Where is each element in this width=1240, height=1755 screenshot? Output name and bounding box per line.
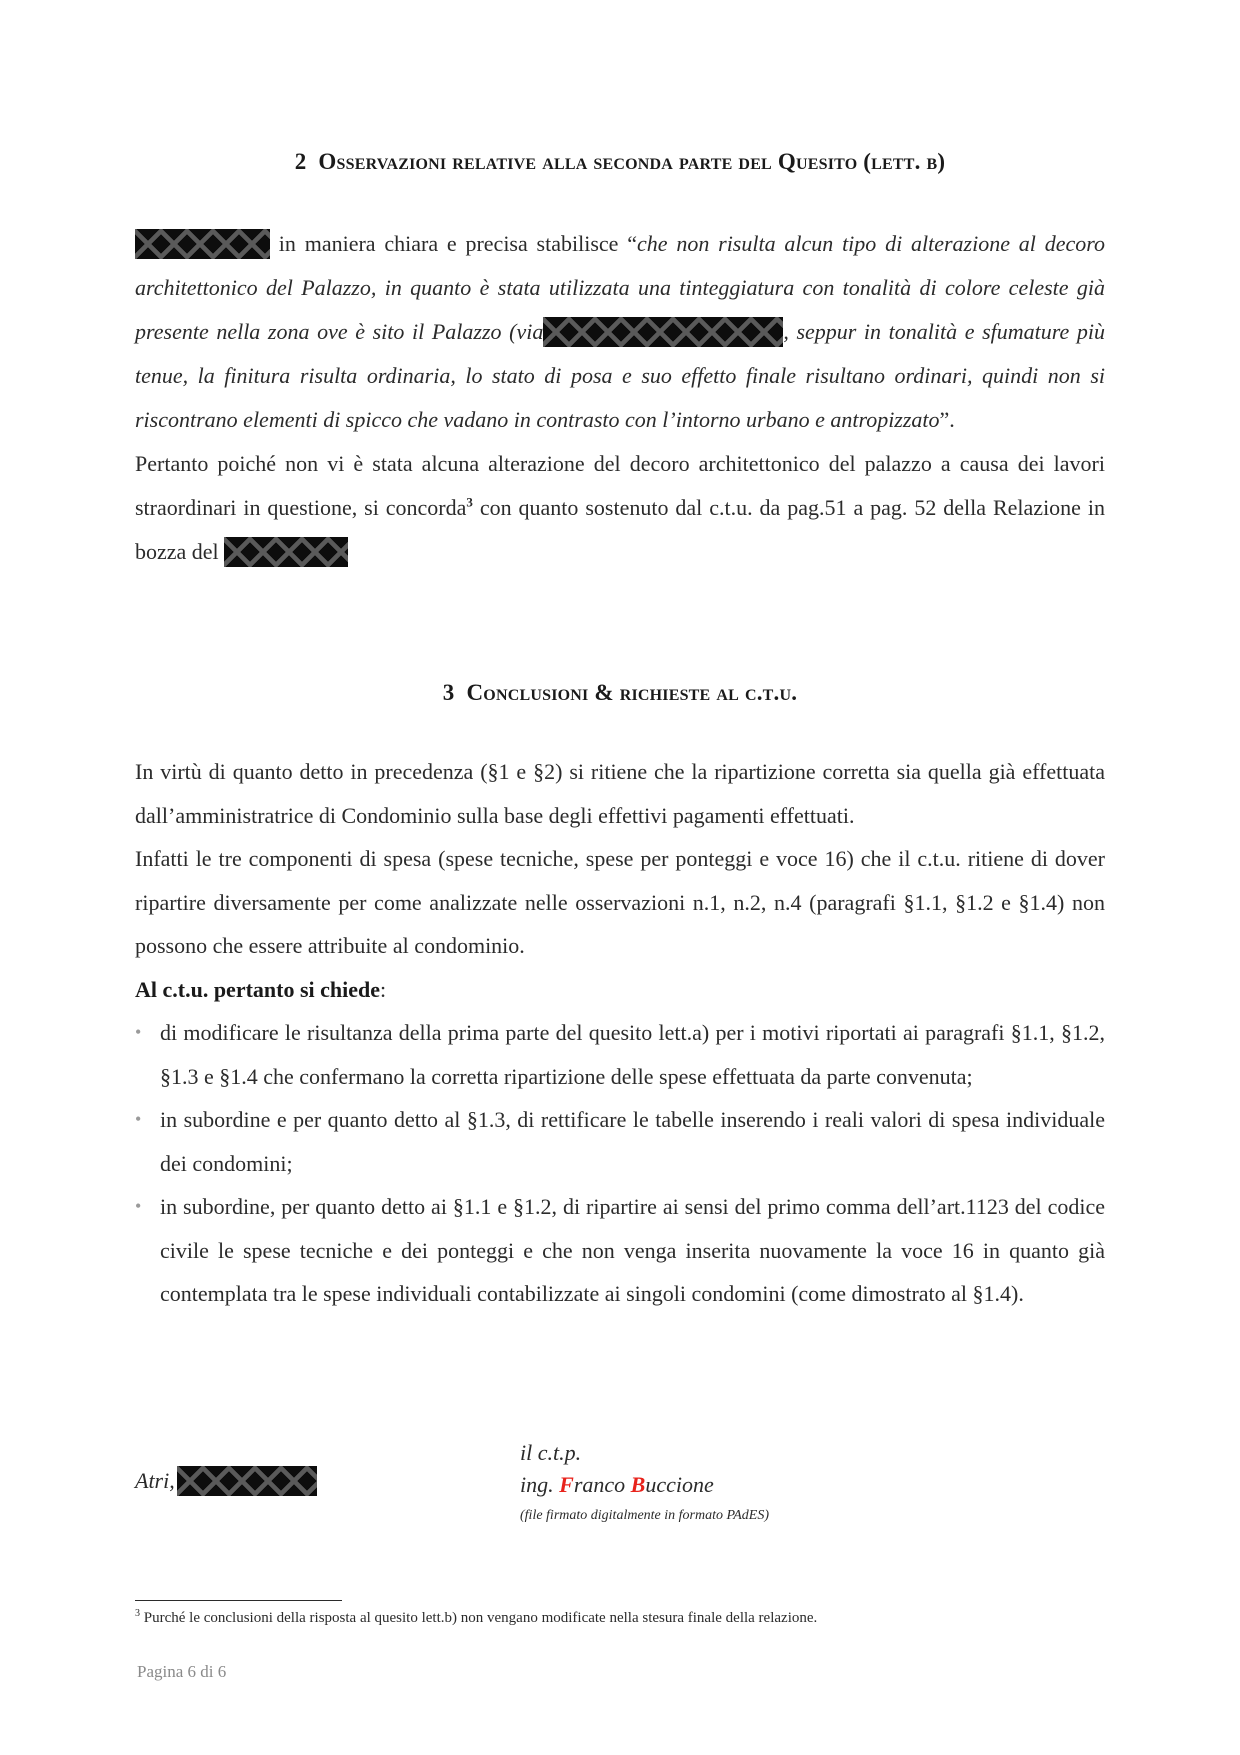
- redaction-box: [177, 1466, 317, 1496]
- list-item: • in subordine e per quanto detto al §1.3, di rettificare le tabelle inserendo i reali valori di spesa individuale dei condomini;: [135, 1098, 1105, 1185]
- section-3-para1: In virtù di quanto detto in precedenza (§1 e §2) si ritiene che la ripartizione corretta sia quella già effettuata dall’amministratrice di Condominio sulla base degli effettivi pagamenti effettuati.: [135, 759, 1105, 828]
- signature-block: [520, 1437, 769, 1531]
- name-prefix: ing.: [520, 1472, 560, 1497]
- redaction-box: [224, 537, 348, 567]
- section-2-para2-cont: con quanto sostenuto dal c.t.u. da pag.51 a pag. 52 della Relazione in bozza del: [135, 495, 1105, 564]
- request-heading: [135, 968, 1105, 1012]
- section-2-quote-close: ”.: [939, 407, 955, 432]
- redaction-box: [543, 317, 783, 347]
- section-3-title: Conclusioni & richieste al c.t.u.: [466, 680, 798, 705]
- first-initial: F: [559, 1472, 574, 1497]
- footnote-reference: 3: [466, 494, 473, 510]
- redaction-box: [135, 229, 270, 259]
- footnote: [135, 1608, 817, 1627]
- signature-role: il c.t.p.: [520, 1440, 582, 1465]
- footnote-text: Purché le conclusioni della risposta al quesito lett.b) non vengano modificate nella stesura finale della relazione.: [140, 1610, 818, 1626]
- section-3-number: 3: [442, 680, 455, 705]
- section-2-intro: in maniera chiara e precisa stabilisce “: [270, 231, 637, 256]
- section-3-para2: Infatti le tre componenti di spesa (spese tecniche, spese per ponteggi e voce 16) che il c.t.u. ritiene di dover ripartire diversamente per come analizzate nelle osservazioni n.1, n.2, n.4 (paragrafi §1.1, §1.2 e §1.4) non possono che essere attribuite al condominio.: [135, 846, 1105, 958]
- section-2-quote-part2: , seppur in tonalità e sfumature più tenue, la finitura risulta ordinaria, lo stato di posa e suo effetto finale risultano ordinari, quindi non si riscontrano elementi di spicco che vadano in contrasto con l’intorno urbano e antropizzato: [135, 319, 1105, 432]
- section-2-para2: Pertanto poiché non vi è stata alcuna alterazione del decoro architettonico del palazzo a causa dei lavori straordinari in questione, si concorda: [135, 451, 1105, 520]
- section-3-heading: [135, 680, 1105, 706]
- first-name-rest: ranco: [573, 1472, 631, 1497]
- section-2-body: [135, 222, 1105, 574]
- section-2-heading: [135, 149, 1105, 175]
- section-2-quote-part1: che non risulta alcun tipo di alterazione al decoro architettonico del Palazzo, in quanto è stata utilizzata una tinteggiatura con tonalità di colore celeste già presente nella zona ove è sito il Palazzo (via: [135, 231, 1105, 344]
- section-2-title: Osservazioni relative alla seconda parte del Quesito (lett. b): [318, 149, 946, 174]
- request-colon: :: [380, 976, 387, 1002]
- footnote-mark: 3: [135, 1608, 140, 1619]
- list-item: • di modificare le risultanza della prima parte del quesito lett.a) per i motivi riportati ai paragrafi §1.1, §1.2, §1.3 e §1.4 che confermano la corretta ripartizione delle spese effettuata da parte convenuta;: [135, 1011, 1105, 1098]
- request-list: [135, 1011, 1105, 1316]
- list-item: • in subordine, per quanto detto ai §1.1 e §1.2, di ripartire ai sensi del primo comma dell’art.1123 del codice civile le spese tecniche e dei ponteggi e che non venga inserita nuovamente la voce 16 in quanto già contemplata tra le spese individuali contabilizzate ai singoli condomini (come dimostrato al §1.4).: [135, 1185, 1105, 1316]
- page-number: Pagina 6 di 6: [137, 1662, 227, 1681]
- last-initial: B: [630, 1472, 646, 1497]
- request-label: Al c.t.u. pertanto si chiede: [135, 976, 381, 1002]
- section-3-body: [135, 750, 1105, 1316]
- signature-note: (file firmato digitalmente in formato PAdES): [520, 1508, 769, 1523]
- place-label: Atri,: [135, 1468, 175, 1493]
- section-2-number: 2: [294, 149, 307, 174]
- signature-place: [135, 1468, 317, 1496]
- footnote-divider: [135, 1600, 342, 1601]
- signature-name: [520, 1469, 769, 1501]
- last-name-rest: uccione: [645, 1472, 714, 1497]
